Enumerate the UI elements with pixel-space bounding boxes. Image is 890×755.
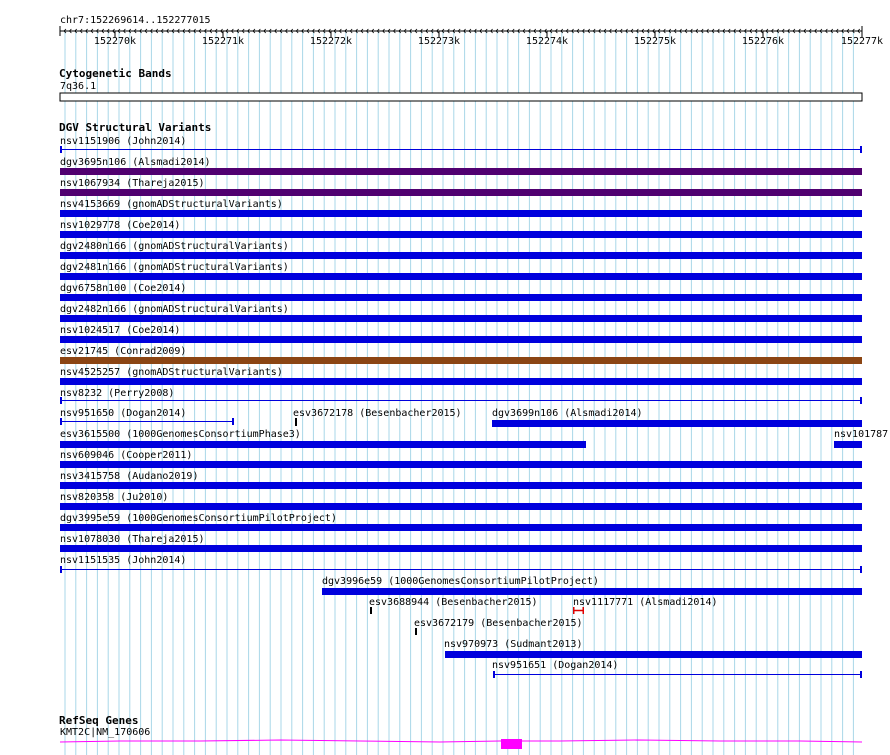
refseq-track-title[interactable]: RefSeq Genes [59, 714, 139, 727]
variant-label[interactable]: nsv1151535 (John2014) [60, 555, 187, 566]
variant-label[interactable]: nsv951651 (Dogan2014) [492, 660, 619, 671]
variant-label[interactable]: nsv1067934 (Thareja2015) [60, 178, 205, 189]
ruler-tick-label: 152272k [309, 36, 353, 47]
variant-label[interactable]: nsv101787 [834, 429, 889, 440]
variant-label[interactable]: nsv8232 (Perry2008) [60, 388, 175, 399]
ruler-tick-label: 152274k [525, 36, 569, 47]
variant-bar[interactable] [60, 461, 862, 468]
ruler-tick-label: 152277k [840, 36, 884, 47]
variant-label[interactable]: nsv970973 (Sudmant2013) [444, 639, 583, 650]
variant-span-cap[interactable] [860, 146, 862, 153]
ruler-tick-label: 152270k [93, 36, 137, 47]
ruler-tick-label: 152271k [201, 36, 245, 47]
variant-label[interactable]: nsv1151906 (John2014) [60, 136, 187, 147]
variant-bar[interactable] [60, 545, 862, 552]
ruler-tick-label: 152273k [417, 36, 461, 47]
dgv-track-title[interactable]: DGV Structural Variants [59, 121, 212, 134]
variant-span-cap[interactable] [860, 671, 862, 678]
variant-label[interactable]: nsv820358 (Ju2010) [60, 492, 169, 503]
variant-label[interactable]: dgv3995e59 (1000GenomesConsortiumPilotProject) [60, 513, 337, 524]
ruler-tick-label: 152276k [741, 36, 785, 47]
gene-intron-line[interactable] [60, 740, 862, 742]
variant-label[interactable]: nsv1029778 (Coe2014) [60, 220, 181, 231]
variant-span-cap[interactable] [232, 418, 234, 425]
variant-bar[interactable] [60, 441, 586, 448]
variant-bar[interactable] [60, 336, 862, 343]
variant-bar[interactable] [60, 315, 862, 322]
variant-bar[interactable] [60, 210, 862, 217]
variant-bar[interactable] [60, 482, 862, 489]
ruler-tick-label: 152275k [633, 36, 677, 47]
variant-label[interactable]: nsv1117771 (Alsmadi2014) [573, 597, 718, 608]
variant-bar[interactable] [492, 420, 862, 427]
gene-label[interactable]: KMT2C|NM_170606 [60, 727, 151, 738]
cytoband-track-title[interactable]: Cytogenetic Bands [59, 67, 172, 80]
variant-label[interactable]: nsv951650 (Dogan2014) [60, 408, 187, 419]
variant-label[interactable]: nsv609046 (Cooper2011) [60, 450, 193, 461]
variant-bar[interactable] [60, 524, 862, 531]
variant-bar[interactable] [445, 651, 862, 658]
cytoband-label: 7q36.1 [60, 81, 97, 92]
gene-exon[interactable] [501, 739, 522, 749]
cytoband-bar[interactable] [60, 93, 862, 101]
ruler-region: chr7:152269614..152277015 [60, 15, 211, 26]
variant-label[interactable]: nsv4525257 (gnomADStructuralVariants) [60, 367, 283, 378]
variant-label[interactable]: dgv3996e59 (1000GenomesConsortiumPilotProject) [322, 576, 599, 587]
variant-label[interactable]: nsv4153669 (gnomADStructuralVariants) [60, 199, 283, 210]
variant-label[interactable]: nsv3415758 (Audano2019) [60, 471, 199, 482]
variant-bar[interactable] [60, 252, 862, 259]
variant-bar[interactable] [322, 588, 862, 595]
variant-bar[interactable] [60, 294, 862, 301]
variant-span-cap[interactable] [860, 566, 862, 573]
variant-label[interactable]: dgv2482n166 (gnomADStructuralVariants) [60, 304, 289, 315]
variant-bar[interactable] [60, 357, 862, 364]
variant-label[interactable]: dgv3695n106 (Alsmadi2014) [60, 157, 211, 168]
variant-bar[interactable] [60, 503, 862, 510]
variant-bar[interactable] [60, 231, 862, 238]
variant-label[interactable]: dgv3699n106 (Alsmadi2014) [492, 408, 643, 419]
variant-label[interactable]: esv3672179 (Besenbacher2015) [414, 618, 583, 629]
variant-label[interactable]: dgv6758n100 (Coe2014) [60, 283, 187, 294]
variant-bar[interactable] [60, 168, 862, 175]
variant-label[interactable]: esv3615500 (1000GenomesConsortiumPhase3) [60, 429, 301, 440]
variant-bar[interactable] [834, 441, 862, 448]
variant-label[interactable]: esv3672178 (Besenbacher2015) [293, 408, 462, 419]
variant-label[interactable]: nsv1024517 (Coe2014) [60, 325, 181, 336]
variant-label[interactable]: esv3688944 (Besenbacher2015) [369, 597, 538, 608]
variant-span-cap[interactable] [60, 566, 62, 573]
variant-span-cap[interactable] [493, 671, 495, 678]
variant-bar[interactable] [60, 378, 862, 385]
variant-bar[interactable] [60, 189, 862, 196]
variant-label[interactable]: esv21745 (Conrad2009) [60, 346, 187, 357]
variant-label[interactable]: dgv2480n166 (gnomADStructuralVariants) [60, 241, 289, 252]
variant-bar[interactable] [60, 273, 862, 280]
variant-span-cap[interactable] [860, 397, 862, 404]
variant-label[interactable]: dgv2481n166 (gnomADStructuralVariants) [60, 262, 289, 273]
variant-label[interactable]: nsv1078030 (Thareja2015) [60, 534, 205, 545]
